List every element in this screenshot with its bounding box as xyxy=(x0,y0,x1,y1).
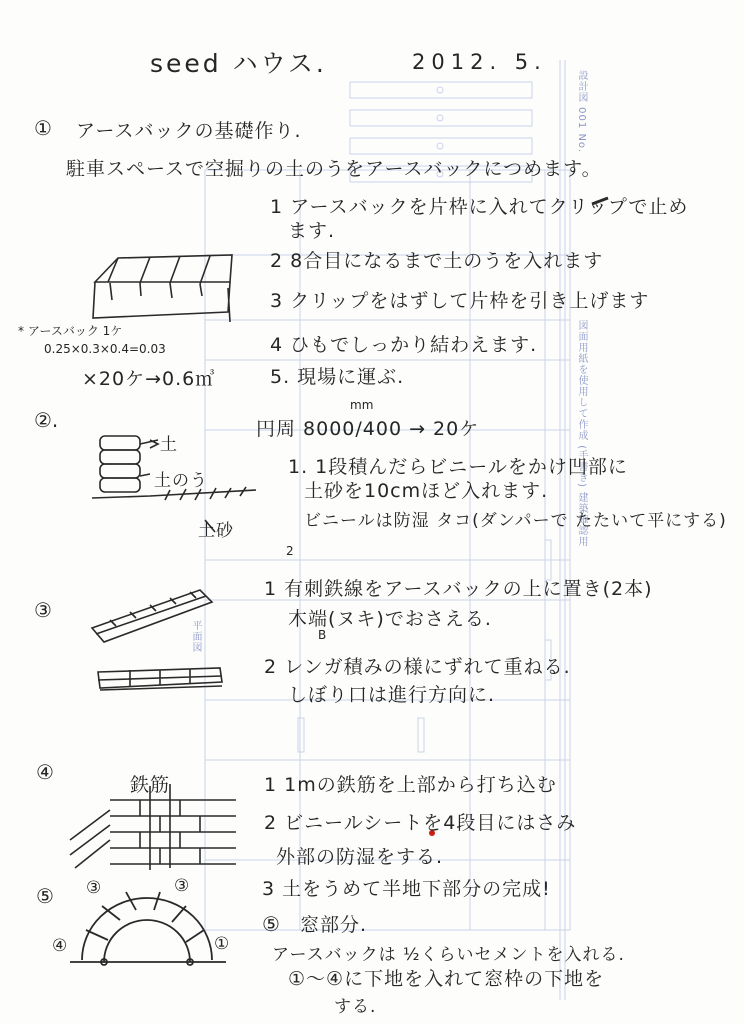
page-date: 2012. 5. xyxy=(412,50,547,74)
section-5-label-a: ③ xyxy=(86,878,103,898)
section-2-mark: 2 xyxy=(286,544,294,558)
section-1-step-5: 5. 現場に運ぶ. xyxy=(270,366,405,388)
section-4-step-3: 3 土をうめて半地下部分の完成! xyxy=(262,878,551,900)
section-3-step-1: 1 有刺鉄線をアースバックの上に置き(2本) xyxy=(264,578,653,600)
section-2-circumference: 円周 8000/400 → 20ケ xyxy=(256,418,480,440)
sketch-earthbag-form xyxy=(93,255,232,322)
section-3-step-2: 2 レンガ積みの様にずれて重ねる. xyxy=(264,656,571,678)
section-2-step-1c: ビニールは防湿 タコ(ダンパーで たたいて平にする) xyxy=(304,511,727,531)
page-title: seed ハウス. xyxy=(150,49,327,78)
section-1-step-3: 3 クリップをはずして片枠を引き上げます xyxy=(270,290,650,312)
section-5-line-2: ①〜④に下地を入れて窓枠の下地を xyxy=(288,968,605,990)
section-4-step-2: 2 ビニールシートを4段目にはさみ xyxy=(264,812,577,834)
section-3-number: ③ xyxy=(34,598,52,622)
section-1-calc-1: * アースバック 1ケ xyxy=(18,324,123,338)
section-4-step-1: 1 1mの鉄筋を上部から打ち込む xyxy=(264,774,557,796)
section-5-side-number: ⑤ xyxy=(262,912,280,936)
section-2-number: ②. xyxy=(34,408,59,432)
section-1-number: ① xyxy=(34,116,52,140)
section-2-step-1b: 土砂を10cmほど入れます. xyxy=(304,480,549,502)
section-4-step-2b: 外部の防湿をする. xyxy=(276,846,444,868)
blueprint-vertical-text: 図面用紙を使用して作成 (手書き) 建築確認用 xyxy=(576,320,587,548)
section-1-intro: 駐車スペースで空掘りの土のうをアースバックにつめます。 xyxy=(66,158,602,180)
section-3-step-1b: 木端(ヌキ)でおさえる. xyxy=(288,608,492,630)
section-1-step-1b: ます. xyxy=(288,220,336,242)
section-5-label-d: ① xyxy=(214,934,231,954)
sketch-window-arch xyxy=(70,892,226,965)
section-2-step-1: 1. 1段積んだらビニールをかけ凹部に xyxy=(288,456,628,478)
section-1-calc-3: ×20ケ→0.6㎥ xyxy=(82,368,216,390)
section-2-circ-unit: mm xyxy=(350,398,374,412)
section-5-line-3: する. xyxy=(334,997,377,1017)
section-5-label-c: ④ xyxy=(52,936,69,956)
section-4-label-rebar: 鉄筋 xyxy=(130,774,171,796)
blueprint-vertical-text-2: 設計図 001 No. xyxy=(576,70,587,154)
section-5-line-1: アースバックは ½くらいセメントを入れる. xyxy=(272,945,625,965)
section-2-label-sand: 土砂 xyxy=(198,521,234,541)
section-2-label-soil: 土 xyxy=(160,435,178,455)
section-2-label-sandbag: 土のう xyxy=(154,471,208,491)
section-5-title: 窓部分. xyxy=(300,914,368,936)
section-1-step-4: 4 ひもでしっかり結わえます. xyxy=(270,334,538,356)
section-1-step-2: 2 8合目になるまで土のうを入れます xyxy=(270,250,604,272)
section-4-number: ④ xyxy=(36,760,54,784)
section-3-side-mark: B xyxy=(318,628,327,642)
section-1-calc-2: 0.25×0.3×0.4=0.03 xyxy=(44,342,166,356)
section-1-title: アースバックの基礎作り. xyxy=(76,120,302,142)
section-5-label-b: ③ xyxy=(174,876,191,896)
section-1-step-1: 1 アースバックを片枠に入れてクリップで止め xyxy=(270,196,689,218)
section-3-step-2b: しぼり口は進行方向に. xyxy=(288,684,496,706)
blueprint-vertical-text-3: 平面図 xyxy=(190,620,201,653)
section-5-number: ⑤ xyxy=(36,884,54,908)
